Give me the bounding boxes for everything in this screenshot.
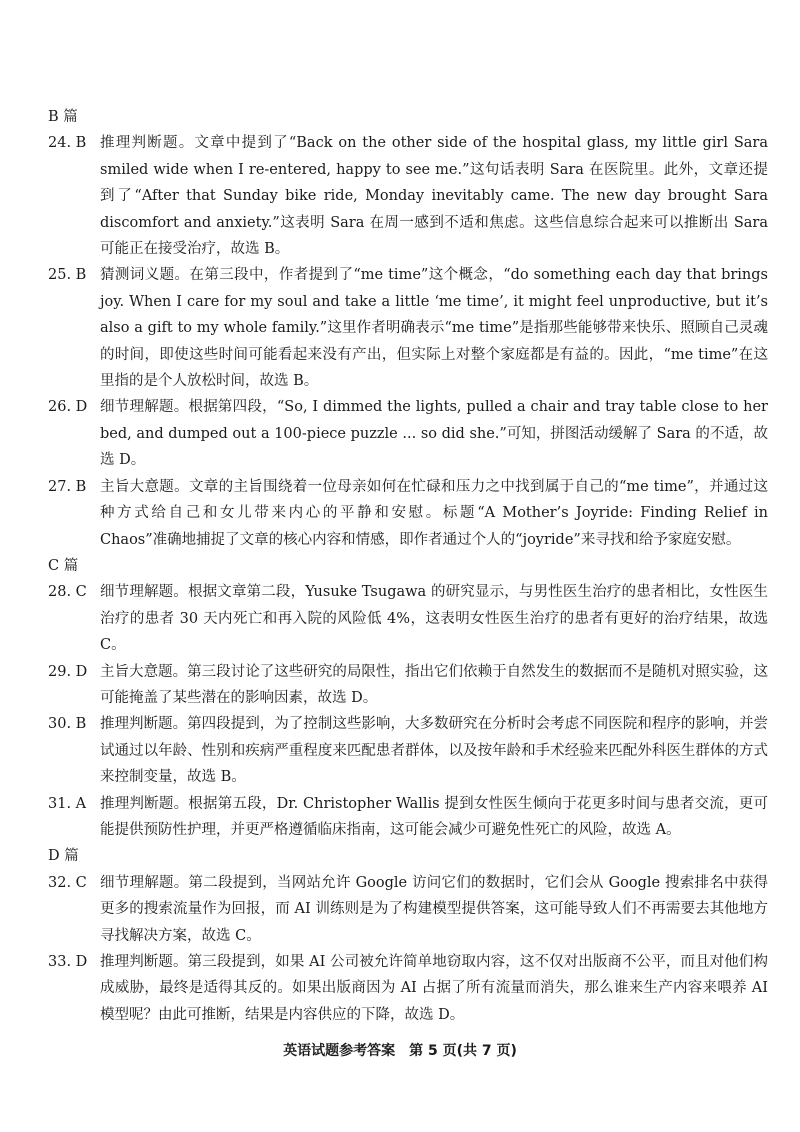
answer-item — [48, 791, 768, 844]
question-number: 33. D — [48, 954, 88, 970]
section-title: D 篇 — [48, 848, 79, 865]
question-number: 29. D — [48, 663, 88, 680]
answer-explanation: 细节理解题。第二段提到，当网站允许 Google 访问它们的数据时，它们会从 Google 搜索排名中获得更多的搜索流量作为回报，而 AI 训练则是为了构建模型提供答案，这可能导致人们不再需要去其他地方寻找解决方案，故选 C。 — [100, 874, 768, 944]
answer-item — [48, 262, 768, 394]
question-number: 25. B — [48, 267, 87, 284]
answer-item — [48, 130, 768, 262]
answer-explanation: 推理判断题。第三段提到，如果 AI 公司被允许简单地窃取内容，这不仅对出版商不公平，而且对他们构成威胁，最终是适得其反的。如果出版商因为 AI 占据了所有流量而消失，那么谁来生产内容来喂养 AI 模型呢？由此可推断，结果是内容供应的下降，故选 D。 — [100, 954, 768, 1023]
question-number: 27. B — [48, 478, 87, 495]
answer-explanation: 推理判断题。第四段提到，为了控制这些影响，大多数研究在分析时会考虑不同医院和程序的影响，并尝试通过以年龄、性别和疾病严重程度来匹配患者群体，以及按年龄和手术经验来匹配外科医生群体的方式来控制变量，故选 B。 — [100, 716, 768, 786]
question-number: 30. B — [48, 716, 87, 733]
section-title: C 篇 — [48, 557, 79, 574]
section-d — [48, 843, 768, 1028]
answer-item — [48, 949, 768, 1028]
answer-item — [48, 870, 768, 949]
answer-item — [48, 659, 768, 712]
section-title: B 篇 — [48, 109, 78, 125]
section-c — [48, 553, 768, 843]
answer-explanation: 推理判断题。文章中提到了“Back on the other side of the hospital glass, my little girl Sara smiled wide when I re-entered, happy to see me.”这句话表明 Sara 在医院里。此外，文章还提到了“After that Sunday bike ride, Monday inevitably came. The new day brought Sara discomfort and anxiety.”这表明 Sara 在周一感到不适和焦虑。这些信息综合起来可以推断出 Sara 可能正在接受治疗，故选 B。 — [100, 135, 768, 258]
question-number: 24. B — [48, 135, 87, 152]
answer-item — [48, 711, 768, 790]
question-number: 28. C — [48, 584, 87, 601]
answer-content — [48, 104, 768, 1028]
answer-explanation: 细节理解题。根据第四段，“So, I dimmed the lights, pulled a chair and tray table close to her bed, and dumped out a 100-piece puzzle ... so did she.”可知，拼图活动缓解了 Sara 的不适，故选 D。 — [100, 399, 768, 469]
answer-explanation: 主旨大意题。第三段讨论了这些研究的局限性，指出它们依赖于自然发生的数据而不是随机对照实验，这可能掩盖了某些潜在的影响因素，故选 D。 — [100, 663, 768, 706]
section-b — [48, 104, 768, 553]
answer-explanation: 细节理解题。根据文章第二段，Yusuke Tsugawa 的研究显示，与男性医生治疗的患者相比，女性医生治疗的患者 30 天内死亡和再入院的风险低 4%，这表明女性医生治疗的患者有更好的治疗结果，故选 C。 — [100, 584, 768, 654]
answer-item — [48, 474, 768, 553]
question-number: 31. A — [48, 795, 87, 812]
answer-item — [48, 394, 768, 473]
page-footer: 英语试题参考答案 第 5 页(共 7 页) — [283, 1043, 517, 1059]
answer-item — [48, 579, 768, 658]
question-number: 32. C — [48, 874, 87, 891]
answer-explanation: 推理判断题。根据第五段，Dr. Christopher Wallis 提到女性医生倾向于花更多时间与患者交流，更可能提供预防性护理，并更严格遵循临床指南，这可能会减少可避免性死亡的风险，故选 A。 — [100, 795, 768, 838]
answer-explanation: 猜测词义题。在第三段中，作者提到了“me time”这个概念，“do something each day that brings joy. When I care for my soul and take a little ‘me time’, it might feel unproductive, but it’s also a gift to my whole family.”这里作者明确表示“me time”是指那些能够带来快乐、照顾自己灵魂的时间，即使这些时间可能看起来没有产出，但实际上对整个家庭都是有益的。因此，“me time”在这里指的是个人放松时间，故选 B。 — [100, 267, 768, 390]
answer-explanation: 主旨大意题。文章的主旨围绕着一位母亲如何在忙碌和压力之中找到属于自己的“me time”，并通过这种方式给自己和女儿带来内心的平静和安慰。标题“A Mother’s Joyride: Finding Relief in Chaos”准确地捕捉了文章的核心内容和情感，即作者通过个人的“joyride”来寻找和给予家庭安慰。 — [100, 478, 768, 548]
question-number: 26. D — [48, 399, 88, 416]
